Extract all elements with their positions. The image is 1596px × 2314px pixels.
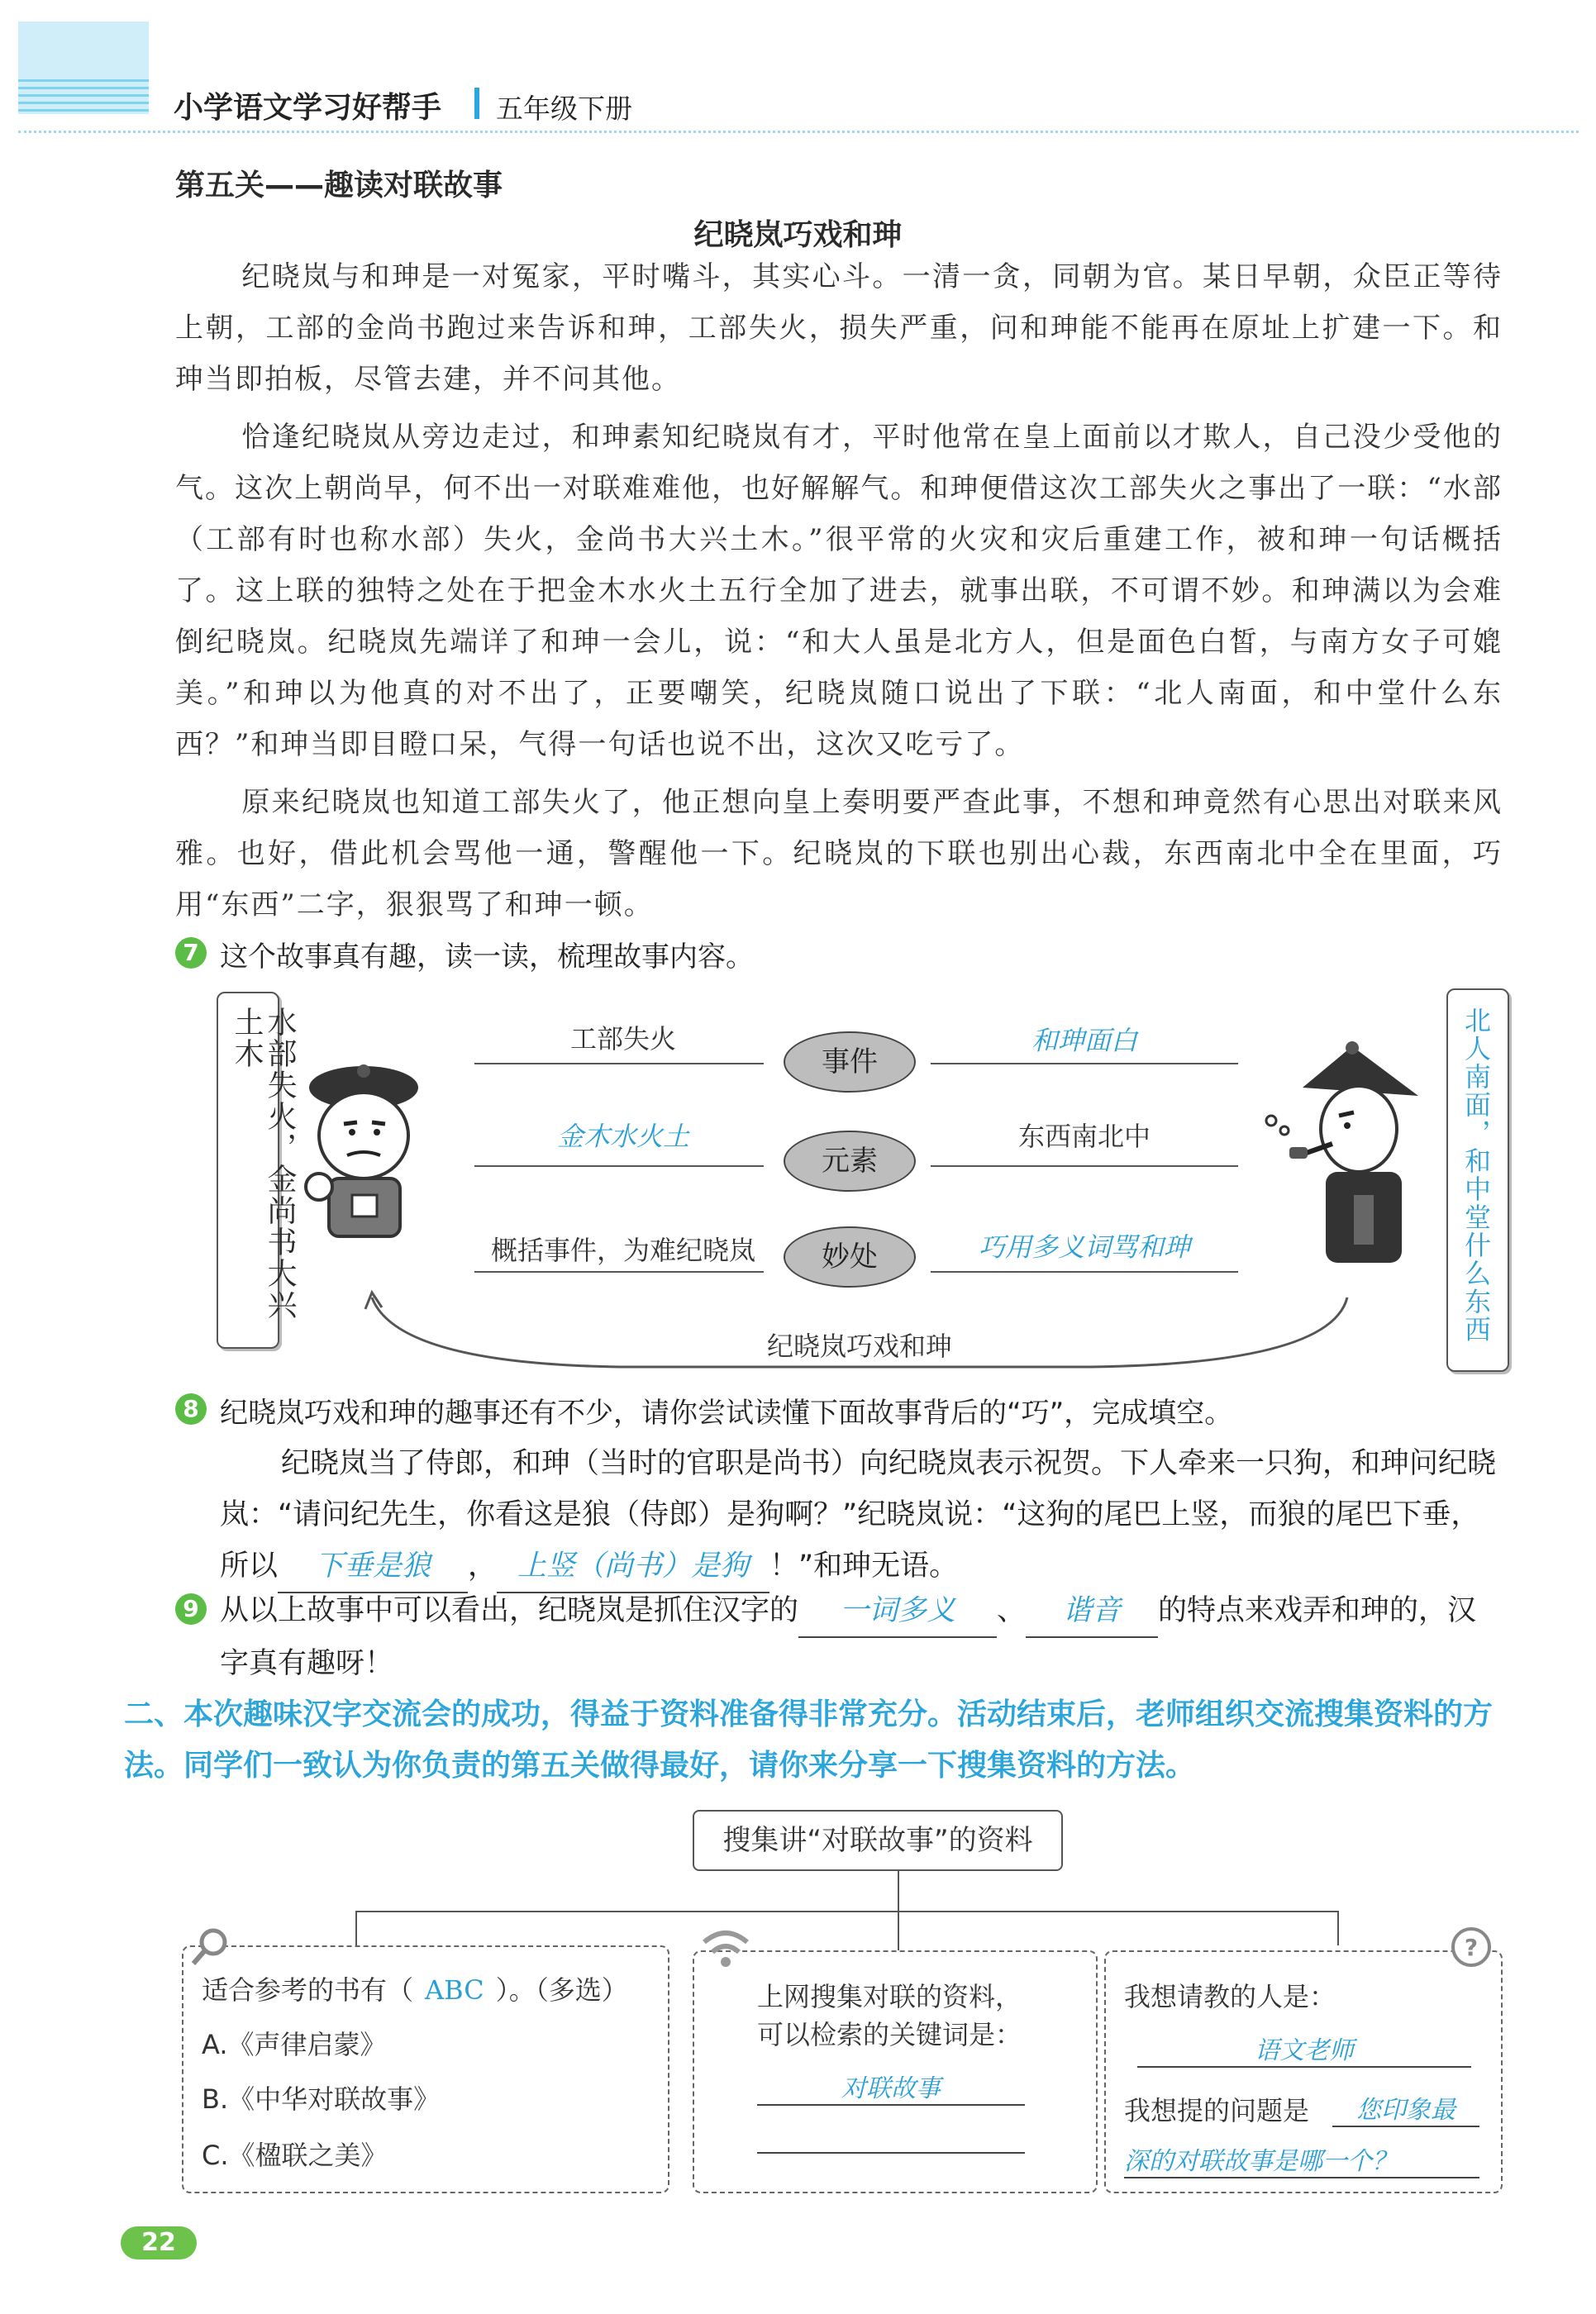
story-title: 纪晓岚巧戏和珅 [693,218,903,252]
answer-blank-3: 一词多义 [798,1585,997,1638]
story-paragraph-1: 纪晓岚与和珅是一对冤家，平时嘴斗，其实心斗。一清一贪，同朝为官。某日早朝，众臣正等待上朝，工部的金尚书跑过来告诉和珅，工部失火，损失严重，问和珅能不能再在原址上扩建一下。和珅当即拍板，尽管去建，并不问其他。 [175,260,1503,396]
card-online-line1: 上网搜集对联的资料， [757,1981,1022,2012]
question-8-passage: 纪晓岚当了侍郎，和珅（当时的官职是尚书）向纪晓岚表示祝贺。下人牵来一只狗，和珅问纪晓岚：“请问纪先生，你看这是狼（侍郎）是狗啊？”纪晓岚说：“这狗的尾巴上竖，而狼的尾巴下垂，所以 下垂是狼 ， 上竖（尚书）是狗 ！”和珅无语。 [220,1438,1504,1593]
mindmap-root: 搜集讲“对联故事”的资料 [693,1810,1063,1871]
row-beauty-left: 概括事件，为难纪晓岚 [490,1235,755,1266]
magnifier-icon [187,1924,233,1970]
book-grade: 五年级下册 [496,93,632,125]
question-9-text: 从以上故事中可以看出，纪晓岚是抓住汉字的 一词多义 、 谐音 的特点来戏弄和珅的，汉字真有趣呀！ [220,1585,1504,1689]
keyword-blank-line [757,2152,1025,2154]
ellipse-elements: 元素 [784,1131,916,1192]
card-online-line2: 可以检索的关键词是： [757,2019,1022,2050]
person-answer: 语文老师 [1137,2030,1471,2068]
question-mark-icon [1450,1926,1493,1969]
left-couplet-card [217,992,297,1349]
answer-blank-2: 上竖（尚书）是狗 [497,1540,769,1593]
right-couplet-card [1446,988,1509,1372]
story-paragraph-3: 原来纪晓岚也知道工部失火了，他正想向皇上奏明要严查此事，不想和珅竟然有心思出对联来风雅。也好，借此机会骂他一通，警醒他一下。纪晓岚的下联也别出心裁，东西南北中全在里面，巧用“东西”二字，狠狠骂了和珅一顿。 [175,786,1503,921]
left-couplet-text: 水部失火，金尚书大兴土木 [230,1007,297,1321]
row-beauty-right: 巧用多义词骂和珅 [978,1231,1190,1263]
heshen-cartoon-icon [304,1063,428,1253]
svg-text:?: ? [1464,1934,1479,1961]
row-event-right: 和珅面白 [1031,1025,1137,1056]
book-title: 小学语文学习好帮手 [174,91,442,125]
book-option-a: A.《声律启蒙》 [202,2029,387,2060]
branch-right [1337,1911,1339,1945]
question-9-badge: 9 [175,1593,207,1625]
page-number: 22 [121,2226,197,2259]
story-paragraph-2: 恰逢纪晓岚从旁边走过，和珅素知纪晓岚有才，平时他常在皇上面前以才欺人，自己没少受他的气。这次上朝尚早，何不出一对联难难他，也好解解气。和珅便借这次工部失火之事出了一联：“水部（工部有时也称水部）失火，金尚书大兴土木。”很平常的火灾和灾后重建工作，被和珅一句话概括了。这上联的独特之处在于把金木水火土五行全加了进去，就事出联，不可谓不妙。和珅满以为会难倒纪晓岚。纪晓岚先端详了和珅一会儿，说：“和大人虽是北方人，但是面色白皙，与南方女子可媲美。”和珅以为他真的对不出了，正要嘲笑，纪晓岚随口说出了下联：“北人南面，和中堂什么东西？”和珅当即目瞪口呆，气得一句话也说不出，这次又吃亏了。 [175,421,1503,761]
header-divider [474,88,479,119]
ellipse-beauty: 妙处 [784,1226,916,1288]
question-answer-part1: 您印象最 [1332,2089,1479,2127]
keyword-answer: 对联故事 [757,2068,1025,2106]
arc-label: 纪晓岚巧戏和珅 [727,1326,992,1364]
ellipse-event: 事件 [784,1031,916,1093]
section-2-prompt: 二、本次趣味汉字交流会的成功，得益于资料准备得非常充分。活动结束后，老师组织交流搜集资料的方法。同学们一致认为你负责的第五关做得最好，请你来分享一下搜集资料的方法。 [124,1697,1494,1783]
row-event-left: 工部失火 [569,1023,676,1055]
branch-middle [898,1911,899,1950]
card-ask-label2: 我想提的问题是 [1124,2095,1310,2126]
question-7-text: 这个故事真有趣，读一读，梳理故事内容。 [220,940,754,974]
card-books-prompt: 适合参考的书有（ ABC ）。（多选） [202,1974,628,2006]
row-beauty-left-line [474,1271,764,1273]
card-ask-label1: 我想请教的人是： [1124,1981,1336,2012]
question-7-badge: 7 [175,937,207,969]
question-answer-part2: 深的对联故事是哪一个？ [1124,2140,1479,2178]
mindmap-branch [355,1911,1339,1912]
row-event-left-line [474,1063,764,1064]
branch-left [355,1911,357,1945]
question-8-text: 纪晓岚巧戏和珅的趣事还有不少，请你尝试读懂下面故事背后的“巧”，完成填空。 [220,1397,1233,1430]
book-option-c: C.《楹联之美》 [202,2140,388,2171]
right-couplet-text: 北人南面，和中堂什么东西 [1460,1007,1492,1344]
question-8-badge: 8 [175,1393,207,1425]
section-title: 第五关——趣读对联故事 [175,169,503,202]
header-stripes [18,79,149,114]
row-elements-right-line [931,1165,1238,1167]
book-option-b: B.《中华对联故事》 [202,2083,441,2115]
mindmap-stem [898,1869,899,1912]
jixiaolan-cartoon-icon [1253,1038,1427,1278]
row-beauty-right-line [931,1271,1238,1273]
row-event-right-line [931,1063,1238,1064]
answer-blank-1: 下垂是狼 [278,1540,468,1593]
card-books-answer: ABC [425,1974,484,2006]
answer-blank-4: 谐音 [1026,1585,1158,1638]
row-elements-left-line [474,1165,764,1167]
header-dotted-rule [18,131,1579,133]
row-elements-right: 东西南北中 [1017,1121,1151,1152]
wifi-icon [699,1926,752,1970]
row-elements-left: 金木水火土 [556,1121,689,1152]
